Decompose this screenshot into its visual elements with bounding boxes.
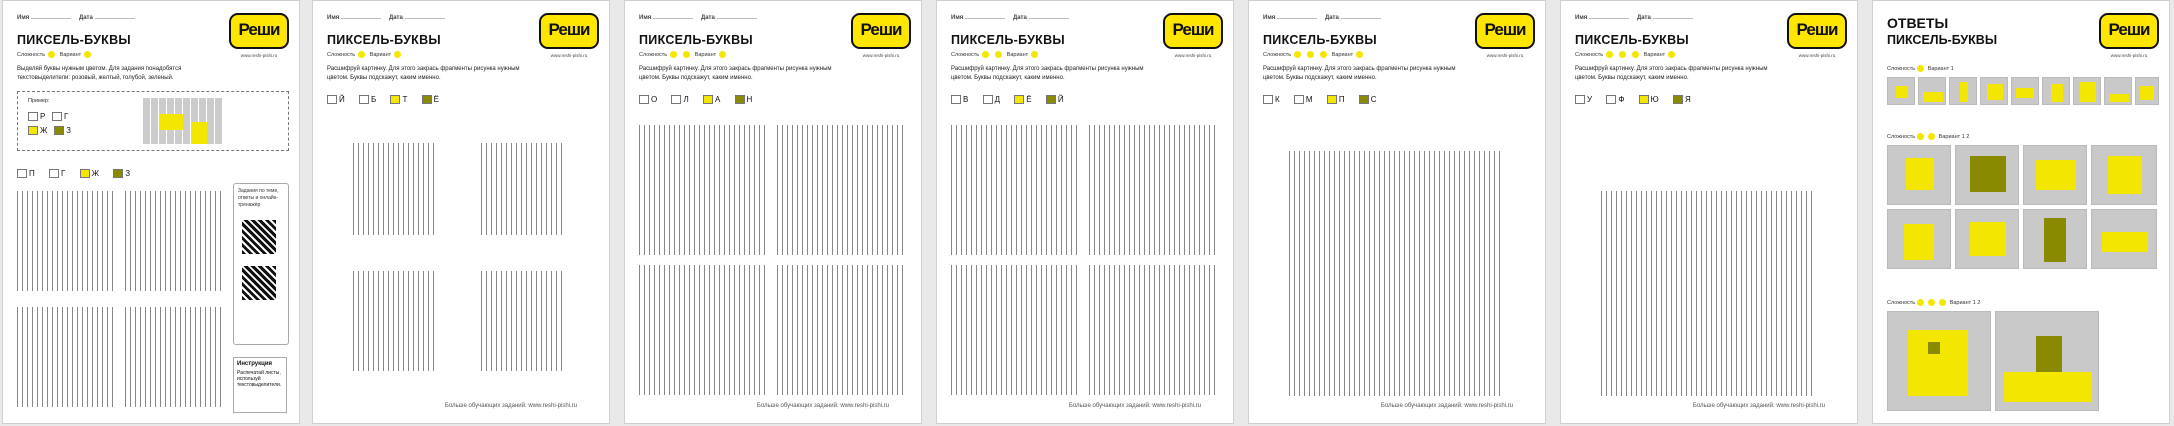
example-box: Пример: Р Г Ж З (17, 91, 289, 151)
letter-grid (125, 191, 223, 291)
color-options: В Д Ё Й (951, 95, 1076, 104)
difficulty-meta: Сложность Вариант (951, 51, 1041, 58)
page-title: ПИКСЕЛЬ-БУКВЫ (1575, 33, 1689, 47)
answer-tile (1887, 209, 1951, 269)
answer-tile (1949, 77, 1977, 105)
reshi-logo: Реши www.reshi-pishi.ru (539, 13, 599, 61)
instruction-text: Расшифруй картинку. Для этого закрась фрагменты рисунка нужным цветом. Буквы подскажут, каким именно. (951, 66, 1144, 81)
answer-tile (2042, 77, 2070, 105)
answer-tile (1887, 145, 1951, 205)
answer-tile (2023, 209, 2087, 269)
instruction-text: Расшифруй картинку. Для этого закрась фрагменты рисунка нужным цветом. Буквы подскажут, каким именно. (1263, 66, 1456, 81)
name-date-line: Имя Дата (1575, 15, 1701, 21)
qr-code-icon[interactable] (242, 220, 276, 254)
worksheet-page-3 (624, 0, 922, 424)
letter-grid (481, 143, 566, 235)
answers-title: ОТВЕТЫ (1887, 15, 1949, 31)
instruction-text: Расшифруй картинку. Для этого закрась фрагменты рисунка нужным цветом. Буквы подскажут, каким именно. (327, 66, 520, 81)
answer-tile (2135, 77, 2159, 105)
name-date-line: Имя Дата (17, 15, 143, 21)
page-title: ПИКСЕЛЬ-БУКВЫ (639, 33, 753, 47)
answer-section-meta: Сложность Вариант 1 2 (1887, 299, 1981, 306)
letter-grid (639, 125, 769, 255)
answer-tile (1955, 145, 2019, 205)
worksheet-page-4 (936, 0, 1234, 424)
footer-text: Больше обучающих заданий: www.reshi-pishi.ru (1380, 403, 1513, 409)
letter-grid (1601, 191, 1816, 396)
difficulty-meta: Сложность Вариант (1263, 51, 1366, 58)
answer-tile (2023, 145, 2087, 205)
color-options: Й Б Т Ё (327, 95, 451, 104)
letter-grid (481, 271, 566, 371)
page-title: ПИКСЕЛЬ-БУКВЫ (1263, 33, 1377, 47)
color-options: О Л А Н (639, 95, 764, 104)
letter-grid (17, 191, 115, 291)
letter-grid (639, 265, 769, 395)
page-title: ПИКСЕЛЬ-БУКВЫ (951, 33, 1065, 47)
instruction-text: Расшифруй картинку. Для этого закрась фрагменты рисунка нужным цветом. Буквы подскажут, каким именно. (639, 66, 832, 81)
reshi-logo: Реши www.reshi-pishi.ru (229, 13, 289, 61)
answer-section-meta: Сложность Вариант 1 2 (1887, 133, 1970, 140)
reshi-logo: Реши www.reshi-pishi.ru (851, 13, 911, 61)
difficulty-meta: Сложность Вариант (639, 51, 729, 58)
letter-grid (353, 271, 438, 371)
reshi-logo: Реши www.reshi-pishi.ru (1787, 13, 1847, 61)
answer-tile (2104, 77, 2132, 105)
color-options: К М П С (1263, 95, 1389, 104)
qr-panel: Задания по теме, ответы и онлайн-тренажёр (233, 183, 289, 345)
name-date-line: Имя Дата (1263, 15, 1389, 21)
color-options: П Г Ж З (17, 169, 142, 178)
answer-tile (2091, 209, 2157, 269)
worksheet-page-6 (1560, 0, 1858, 424)
name-date-line: Имя Дата (327, 15, 453, 21)
letter-grid (353, 143, 438, 235)
example-pixel-image (143, 98, 223, 144)
instruction-text: Выделяй буквы нужным цветом. Для задания понадобятся текстовыделители: розовый, желтый, голубой, зеленый. (17, 66, 182, 81)
worksheet-page-1 (2, 0, 300, 424)
answer-tile (2073, 77, 2101, 105)
page-title: ПИКСЕЛЬ-БУКВЫ (17, 33, 131, 47)
letter-grid (777, 265, 907, 395)
answers-subtitle: ПИКСЕЛЬ-БУКВЫ (1887, 33, 1998, 47)
reshi-logo: Реши www.reshi-pishi.ru (1163, 13, 1223, 61)
answer-tile (2011, 77, 2039, 105)
letter-grid (17, 307, 115, 407)
worksheet-page-2 (312, 0, 610, 424)
answer-tile (1918, 77, 1946, 105)
answer-section-meta: Сложность Вариант 1 (1887, 65, 1954, 72)
instruction-text: Расшифруй картинку. Для этого закрась фрагменты рисунка нужным цветом. Буквы подскажут, каким именно. (1575, 66, 1768, 81)
letter-grid (777, 125, 907, 255)
answer-tile (1980, 77, 2008, 105)
page-title: ПИКСЕЛЬ-БУКВЫ (327, 33, 441, 47)
answer-tile (1955, 209, 2019, 269)
letter-grid (1089, 265, 1219, 395)
answer-tile (1887, 311, 1991, 411)
footer-text: Больше обучающих заданий: www.reshi-pishi.ru (444, 403, 577, 409)
name-date-line: Имя Дата (639, 15, 765, 21)
letter-grid (951, 265, 1081, 395)
answer-tile (2091, 145, 2157, 205)
answer-tile (1995, 311, 2099, 411)
name-date-line: Имя Дата (951, 15, 1077, 21)
difficulty-meta: Сложность Вариант (327, 51, 404, 58)
letter-grid (1089, 125, 1219, 255)
worksheet-page-5 (1248, 0, 1546, 424)
answers-page (1872, 0, 2170, 424)
footer-text: Больше обучающих заданий: www.reshi-pishi.ru (1692, 403, 1825, 409)
letter-grid (951, 125, 1081, 255)
letter-grid (125, 307, 223, 407)
difficulty-meta: Сложность Вариант (1575, 51, 1678, 58)
qr-code-icon[interactable] (242, 266, 276, 300)
footer-text: Больше обучающих заданий: www.reshi-pishi.ru (1068, 403, 1201, 409)
instruction-panel: Инструкция Распечатай листы, используй текстовыделители. (233, 357, 287, 413)
answer-tile (1887, 77, 1915, 105)
reshi-logo: Реши www.reshi-pishi.ru (2099, 13, 2159, 61)
footer-text: Больше обучающих заданий: www.reshi-pishi.ru (756, 403, 889, 409)
letter-grid (1289, 151, 1504, 396)
color-options: У Ф Ю Я (1575, 95, 1703, 104)
reshi-logo: Реши www.reshi-pishi.ru (1475, 13, 1535, 61)
difficulty-meta: Сложность Вариант (17, 51, 94, 58)
